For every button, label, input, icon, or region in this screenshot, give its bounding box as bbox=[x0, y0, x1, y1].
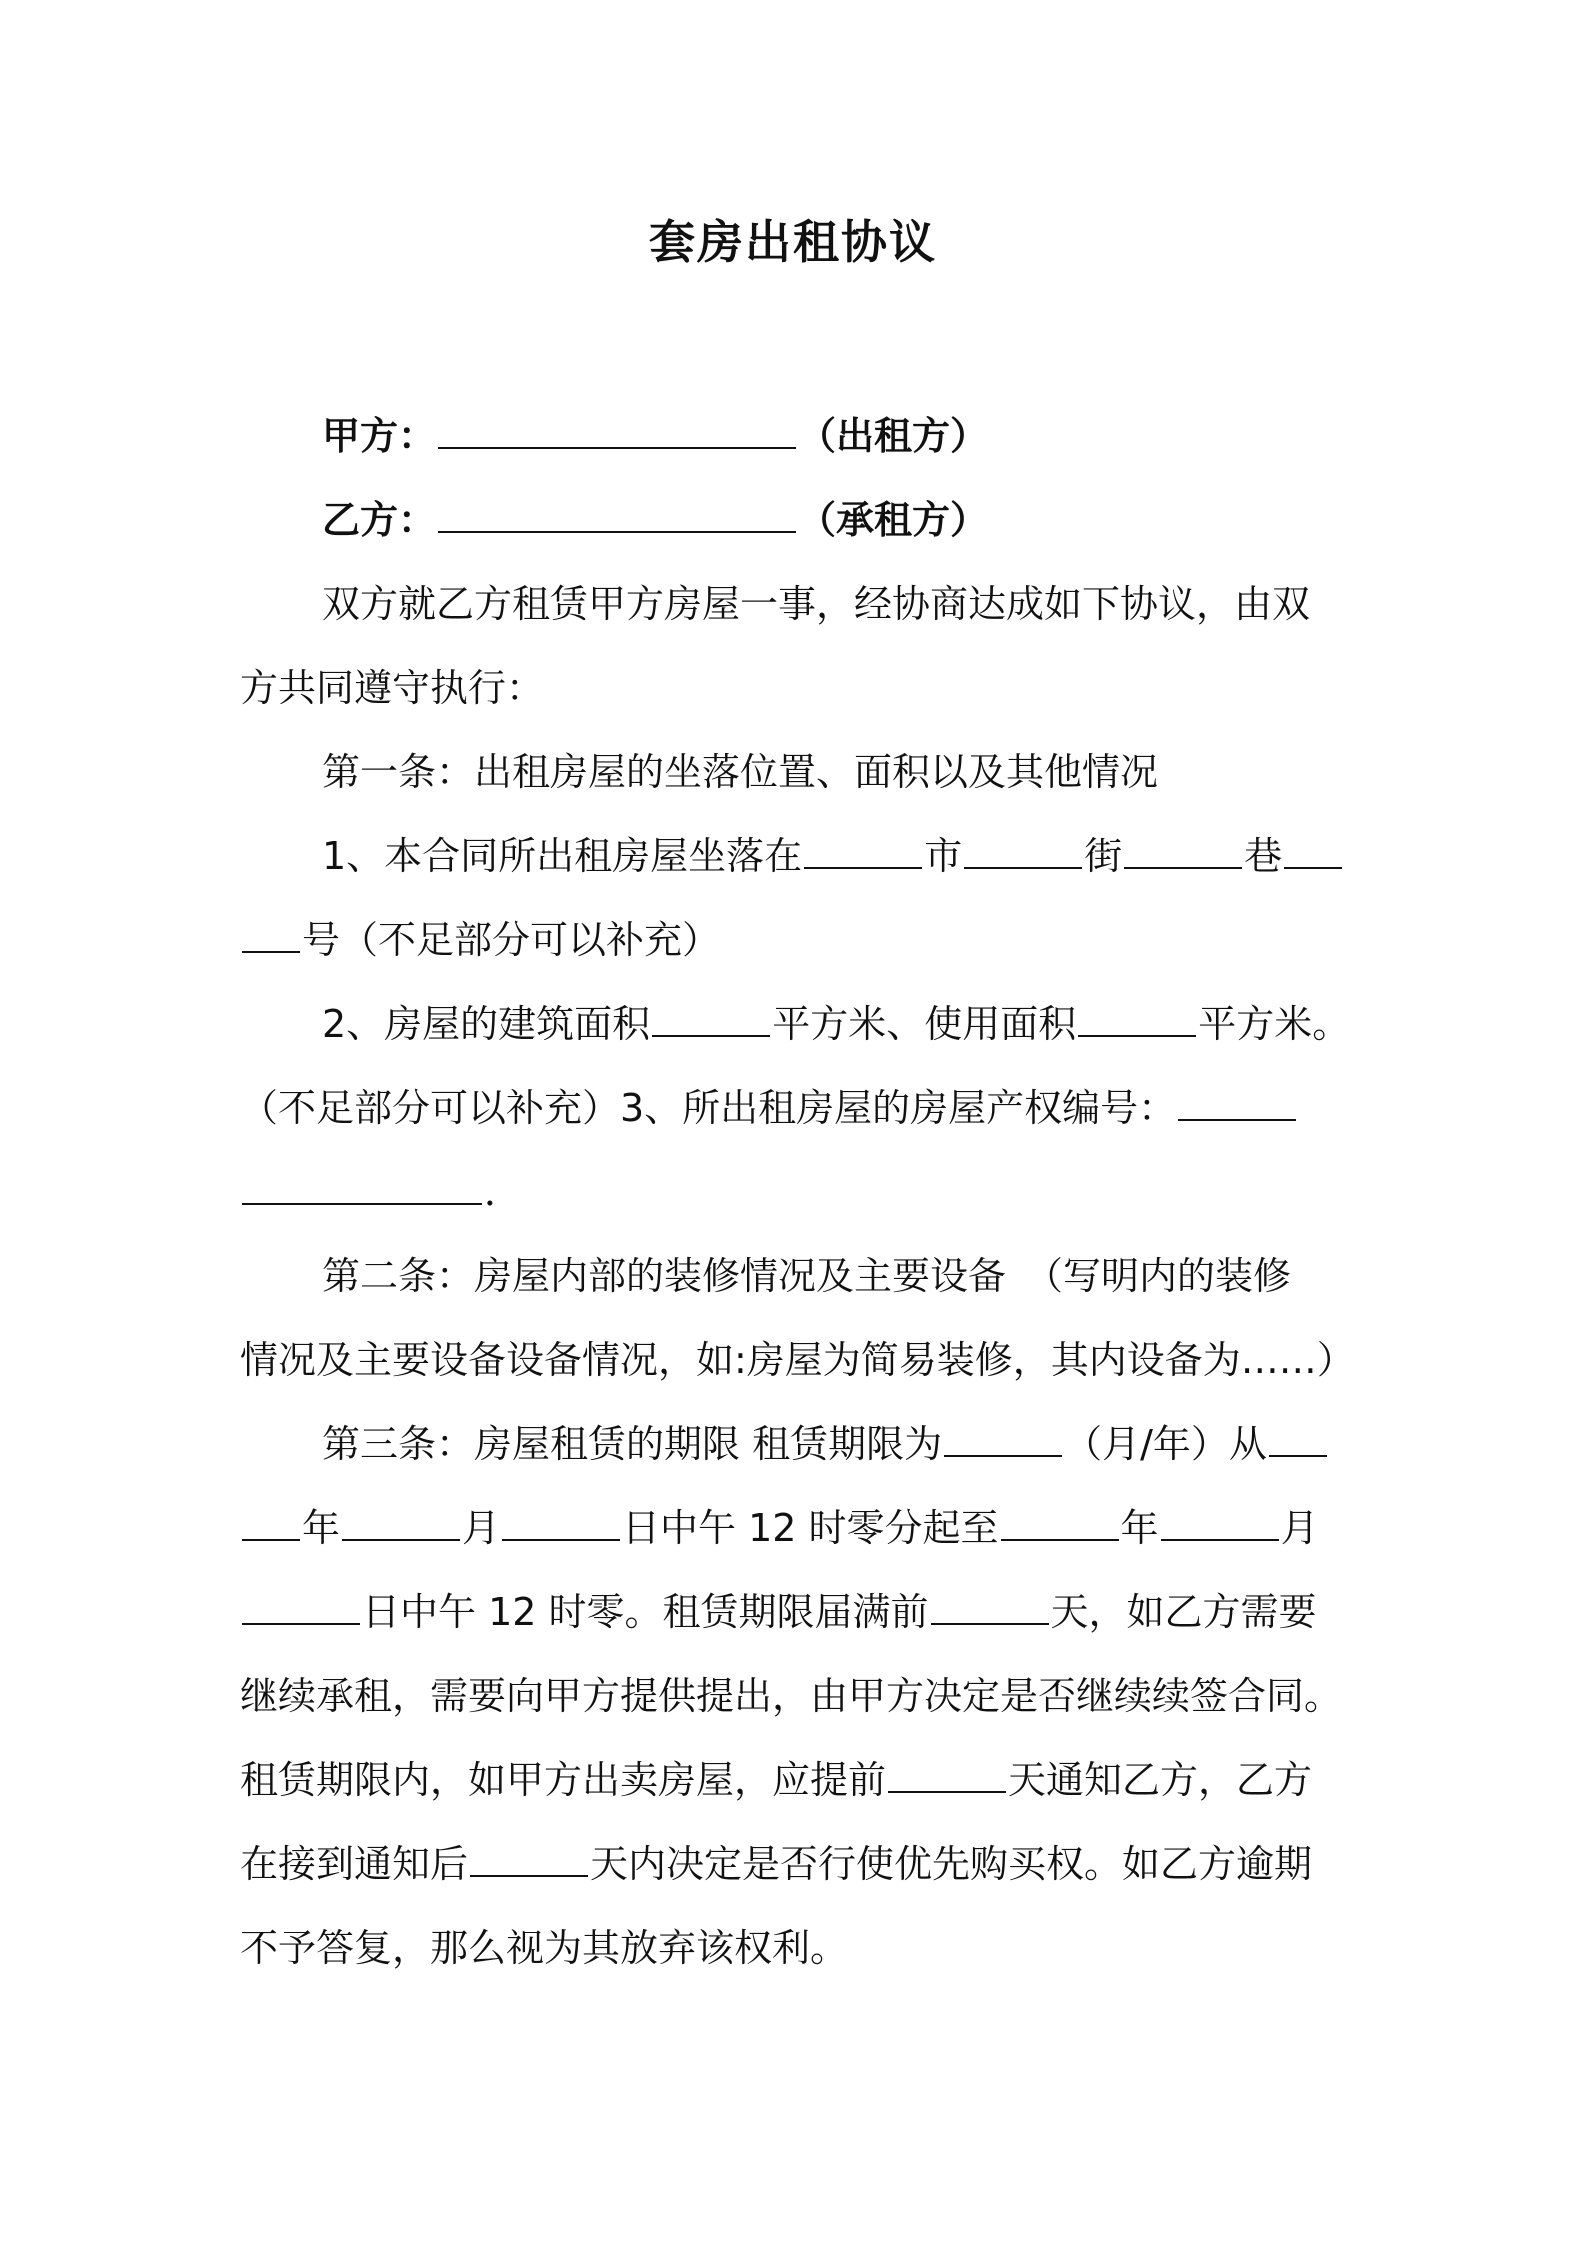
art3-text-i: 天，如乙方需要 bbox=[1050, 1590, 1317, 1634]
article-1-item-3 bbox=[240, 1066, 1350, 1150]
article-3-line-5 bbox=[240, 1738, 1350, 1822]
property-no-blank-a[interactable] bbox=[1178, 1118, 1296, 1121]
article-3-line-4: 继续承租，需要向甲方提供提出，由甲方决定是否继续续签合同。 bbox=[240, 1674, 1343, 1718]
lane-blank[interactable] bbox=[1124, 866, 1242, 869]
art3-text-c: 年 bbox=[302, 1506, 341, 1550]
art3-text-f: 年 bbox=[1120, 1506, 1159, 1550]
art3-text-d: 月 bbox=[462, 1506, 501, 1550]
item1-text-d: 巷 bbox=[1244, 834, 1283, 878]
usable-area-blank[interactable] bbox=[1078, 1034, 1196, 1037]
item1-text-e: 号（不足部分可以补充） bbox=[302, 918, 721, 962]
art3-text-b: （月/年）从 bbox=[1064, 1422, 1267, 1466]
city-blank[interactable] bbox=[804, 866, 922, 869]
intro-line-2: 方共同遵守执行： bbox=[240, 666, 545, 710]
building-area-blank[interactable] bbox=[652, 1034, 770, 1037]
article-2-line-2: 情况及主要设备设备情况，如:房屋为简易装修，其内设备为……） bbox=[240, 1338, 1355, 1382]
party-a-blank[interactable] bbox=[438, 446, 796, 449]
party-a-line bbox=[240, 394, 1350, 478]
end-month-blank[interactable] bbox=[1161, 1538, 1279, 1541]
item2-text-a: 2、房屋的建筑面积 bbox=[322, 1002, 651, 1046]
party-a-role: （出租方） bbox=[798, 414, 989, 458]
party-b-blank[interactable] bbox=[438, 530, 796, 533]
article-1-item-2 bbox=[240, 982, 1350, 1066]
article-3-line-6 bbox=[240, 1822, 1350, 1906]
article-3-line-1 bbox=[240, 1402, 1350, 1486]
article-1-item-1-cont bbox=[240, 898, 1350, 982]
party-a-label: 甲方： bbox=[322, 414, 437, 458]
article-2-line-1: 第二条：房屋内部的装修情况及主要设备 （写明内的装修 bbox=[322, 1254, 1292, 1298]
art3-text-k: 租赁期限内，如甲方出卖房屋，应提前 bbox=[240, 1758, 887, 1802]
start-year-blank-b[interactable] bbox=[242, 1538, 300, 1541]
item1-text-a: 1、本合同所出租房屋坐落在 bbox=[322, 834, 803, 878]
number-blank-b[interactable] bbox=[242, 950, 300, 953]
decision-days-blank[interactable] bbox=[470, 1874, 588, 1877]
art3-text-n: 天内决定是否行使优先购买权。如乙方逾期 bbox=[590, 1842, 1313, 1886]
article-1-item-1 bbox=[240, 814, 1350, 898]
art3-text-m: 在接到通知后 bbox=[240, 1842, 469, 1886]
art3-text-a: 第三条：房屋租赁的期限 租赁期限为 bbox=[322, 1422, 943, 1466]
article-3-line-3 bbox=[240, 1570, 1350, 1654]
party-b-line bbox=[240, 478, 1350, 562]
start-day-blank[interactable] bbox=[502, 1538, 620, 1541]
item1-text-c: 街 bbox=[1084, 834, 1123, 878]
item3-text: （不足部分可以补充）3、所出租房屋的房屋产权编号： bbox=[240, 1086, 1177, 1130]
party-b-role: （承租方） bbox=[798, 498, 989, 542]
article-3-line-7: 不予答复，那么视为其放弃该权利。 bbox=[240, 1926, 849, 1970]
lease-term-blank[interactable] bbox=[944, 1454, 1062, 1457]
start-year-blank-a[interactable] bbox=[1269, 1454, 1327, 1457]
art3-text-g: 月 bbox=[1280, 1506, 1319, 1550]
property-no-blank-b[interactable] bbox=[242, 1202, 482, 1205]
item3-end: ． bbox=[484, 1170, 523, 1214]
intro-line-1: 双方就乙方租赁甲方房屋一事，经协商达成如下协议，由双 bbox=[322, 582, 1311, 626]
end-day-blank[interactable] bbox=[242, 1622, 360, 1625]
art3-text-h: 日中午 12 时零。租赁期限届满前 bbox=[362, 1590, 929, 1634]
notice-days-blank[interactable] bbox=[888, 1790, 1006, 1793]
document-title: 套房出租协议 bbox=[649, 215, 937, 269]
party-b-label: 乙方： bbox=[322, 498, 437, 542]
art3-text-e: 日中午 12 时零分起至 bbox=[622, 1506, 999, 1550]
start-month-blank[interactable] bbox=[342, 1538, 460, 1541]
article-3-line-2 bbox=[240, 1486, 1350, 1570]
item2-text-b: 平方米、使用面积 bbox=[772, 1002, 1077, 1046]
art3-text-l: 天通知乙方，乙方 bbox=[1008, 1758, 1313, 1802]
item1-text-b: 市 bbox=[924, 834, 963, 878]
article-1-item-3-cont bbox=[240, 1150, 1350, 1234]
renewal-days-blank[interactable] bbox=[931, 1622, 1049, 1625]
end-year-blank[interactable] bbox=[1001, 1538, 1119, 1541]
item2-text-c: 平方米。 bbox=[1198, 1002, 1351, 1046]
article-1-title: 第一条：出租房屋的坐落位置、面积以及其他情况 bbox=[322, 750, 1159, 794]
number-blank-a[interactable] bbox=[1284, 866, 1342, 869]
street-blank[interactable] bbox=[964, 866, 1082, 869]
